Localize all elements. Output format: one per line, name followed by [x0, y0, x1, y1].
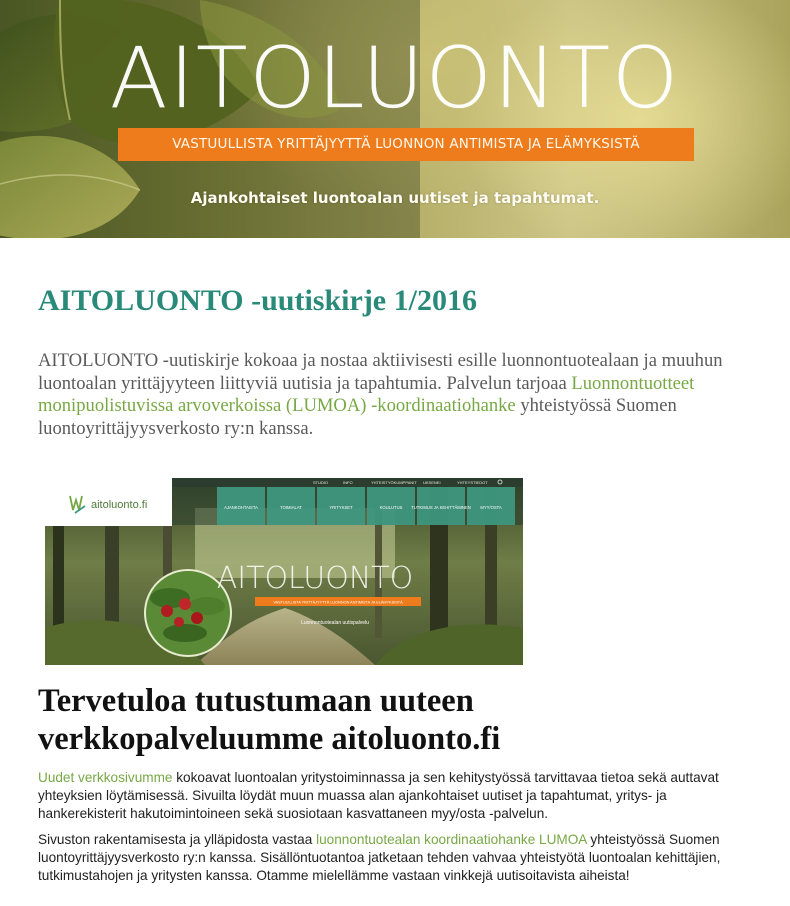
newsletter-intro — [38, 350, 758, 440]
newsletter-title: AITOLUONTO -uutiskirje 1/2016 — [38, 284, 477, 317]
welcome-paragraph-2 — [38, 831, 758, 885]
new-website-link[interactable]: Uudet verkkosivumme — [38, 770, 173, 785]
welcome-paragraph-1 — [38, 769, 758, 823]
p2-text-2: yhteistyössä Suomen luontoyrittäjyysverkosto ry:n kanssa. Sisällöntuotantoa jatketaan tehden vahvaa yhteistyötä luontoalan kehittäjien, tutkimustahojen ja yritysten kanssa. Otamme mielellämme vastaan vinkkejä uutisoitavista aiheista! — [38, 832, 721, 883]
preview-hero-caption: Luonnontuotealan uutispalvelu — [301, 620, 369, 626]
preview-top-link: UKSENEI — [423, 480, 441, 485]
preview-top-link: INFO — [343, 480, 353, 485]
p2-text-1: Sivuston rakentamisesta ja ylläpidosta vastaa — [38, 832, 317, 847]
preview-nav-item: MYY/OSTA — [480, 505, 502, 510]
hero-banner — [0, 0, 790, 238]
website-preview-graphic — [45, 478, 523, 665]
intro-text-1: AITOLUONTO -uutiskirje kokoaa ja nostaa aktiivisesti esille luonnontuotealaan ja muuhun luontoalan yrittäjyyteen liittyviä uutisia ja tapahtumia. Palvelun tarjoaa — [38, 350, 723, 394]
intro-text-2: yhteistyössä Suomen luontoyrittäjyysverkosto ry:n kanssa. — [38, 395, 677, 439]
preview-logo-text: aitoluonto.fi — [91, 499, 148, 511]
preview-nav-item: TUTKIMUS JA KEHITTÄMINEN — [411, 505, 471, 510]
lumoa-link[interactable]: Luonnontuotteet monipuolistuvissa arvoverkoissa (LUMOA) -koordinaatiohanke — [38, 372, 695, 416]
preview-top-link: STUDIO — [313, 480, 329, 485]
welcome-heading: Tervetuloa tutustumaan uuteen verkkopalveluumme aitoluonto.fi — [38, 683, 501, 757]
p1-text: kokoavat luontoalan yritystoiminnassa ja sen kehitystyössä tarvittavaa tietoa sekä auttavat yhteyksien löytämisessä. Sivuilta löydät muun muassa alan ajankohtaiset uutiset ja tapahtumat, yritys- ja hankerekisterit hakutoimintoineen sekä suosiotaan kasvattaneen myy/osta -palvelun. — [38, 770, 719, 821]
hero-subtitle: Ajankohtaiset luontoalan uutiset ja tapahtumat. — [190, 189, 600, 207]
preview-nav-item: TOIMIALAT — [280, 505, 302, 510]
hero-tagline: VASTUULLISTA YRITTÄJYYTTÄ LUONNON ANTIMISTA JA ELÄMYKSISTÄ — [118, 128, 694, 161]
lumoa-project-link[interactable]: luonnontuotealan koordinaatiohanke LUMOA — [316, 832, 587, 847]
preview-nav-item: AJANKOHTAISTA — [224, 505, 258, 510]
preview-hero-tagline: VASTUULLISTA YRITTÄJYYTTÄ LUONNON ANTIMISTA JA ELÄMYKSISTÄ — [273, 600, 403, 605]
preview-nav-item: KOULUTUS — [379, 505, 403, 510]
website-preview-image[interactable] — [45, 478, 523, 665]
preview-top-link: YHTEYSTIEDOT — [457, 480, 488, 485]
preview-hero-title: AITOLUONTO — [216, 561, 414, 596]
preview-nav-item: YRITYKSET — [329, 505, 353, 510]
preview-top-link: YHTEISTYÖKUMPPANIT — [371, 480, 417, 485]
hero-title: AITOLUONTO — [109, 29, 681, 127]
